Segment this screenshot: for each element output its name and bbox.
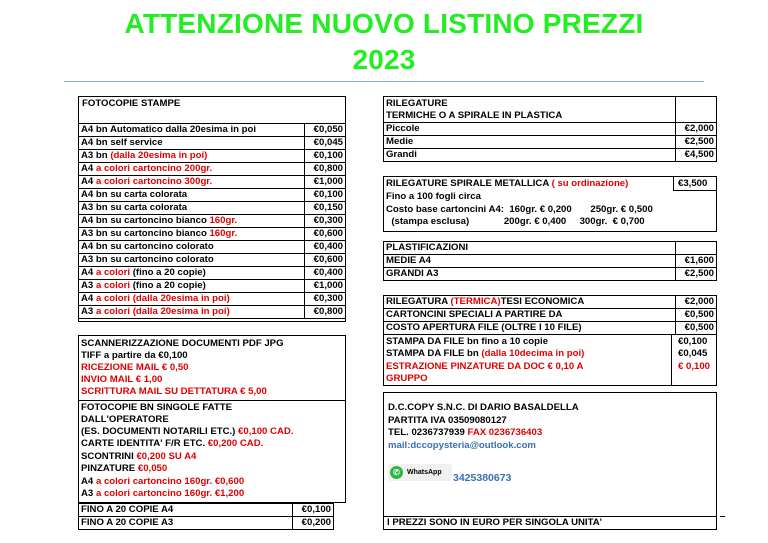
section-header: FOTOCOPIE STAMPE [82,98,181,109]
row-label: Medie [384,136,676,149]
row-price: €2,500 [676,268,717,281]
price-table-plastificazioni [383,241,717,281]
table-row [79,215,346,228]
table-row [79,504,334,517]
row-label: A4 a colori cartoncino 300gr. [79,176,305,189]
scan-line: INVIO MAIL € 1,00 [81,374,163,385]
row-label: Grandi [384,149,676,162]
row-price: €0,050 [305,124,346,137]
row-price: €4,500 [676,149,717,162]
spirale-line: Fino a 100 fogli circa [386,191,481,202]
table-row [79,163,346,176]
row-label: FINO A 20 COPIE A3 [79,517,293,530]
stampa-price: €0,045 [678,348,708,359]
table-row [79,150,346,163]
scan-line: SCRITTURA MAIL SU DETTATURA € 5,00 [81,386,267,397]
whatsapp-icon: ✆ [390,466,403,479]
price-table-rilegature [383,96,717,162]
table-row [79,254,346,267]
row-label: A4 bn su carta colorata [79,189,305,202]
row-label: A4 bn self service [79,137,305,150]
row-price: €0,400 [305,241,346,254]
table-row [384,123,717,136]
section-subheader: TERMICHE O A SPIRALE IN PLASTICA [386,110,563,121]
table-row [79,293,346,306]
whatsapp-label: WhatsApp [407,469,442,476]
table-row [79,267,346,280]
estrazione-line: ESTRAZIONE PINZATURE DA DOC € 0,10 A [386,361,584,372]
spirale-line: Costo base cartoncini A4: 160gr. € 0,200 250gr. € 0,500 [386,204,653,215]
op-line: A4 a colori cartoncino 160gr. €0,600 [81,476,245,487]
table-row [79,241,346,254]
row-label: A3 bn su carta colorata [79,202,305,215]
row-price: €0,200 [293,517,334,530]
stampa-line: STAMPA DA FILE bn fino a 10 copie [386,336,549,347]
row-price: €0,600 [305,254,346,267]
row-price: €0,600 [305,228,346,241]
spirale-line: (stampa esclusa) 200gr. € 0,400 300gr. € 0,700 [386,216,645,227]
row-label: A3 bn (dalla 20esima in poi) [79,150,305,163]
table-row [384,268,717,281]
row-label: A4 a colori (fino a 20 copie) [79,267,305,280]
table-row [79,517,334,530]
page-title: ATTENZIONE NUOVO LISTINO PREZZI [124,8,644,39]
stampa-price: €0,100 [678,336,708,347]
company-vat: PARTITA IVA 03509080127 [388,415,507,426]
estrazione-line: GRUPPO [386,373,428,384]
row-label: COSTO APERTURA FILE (OLTRE I 10 FILE) [384,322,676,335]
row-label: GRANDI A3 [384,268,676,281]
scan-line: RICEZIONE MAIL € 0,50 [81,362,189,373]
row-price: €2,000 [676,123,717,136]
op-line: FOTOCOPIE BN SINGOLE FATTE [81,402,233,413]
row-price: €0,150 [305,202,346,215]
row-price: €1,600 [676,255,717,268]
op-line: CARTE IDENTITA' F/R ETC. €0,200 CAD. [81,438,264,449]
footer-note: I PREZZI SONO IN EURO PER SINGOLA UNITA' [387,517,602,528]
row-price: €0,100 [293,504,334,517]
table-row [384,149,717,162]
table-row [79,228,346,241]
op-line: A3 a colori cartoncino 160gr. €1,200 [81,488,245,499]
row-label: A4 a colori cartoncino 200gr. [79,163,305,176]
row-price: €0,800 [305,163,346,176]
whatsapp-badge [388,464,452,481]
section-header: PLASTIFICAZIONI [384,242,676,255]
row-price: €1,000 [305,280,346,293]
row-price: €0,400 [305,267,346,280]
row-label: MEDIE A4 [384,255,676,268]
row-price: €2,000 [676,296,717,309]
divider [64,81,704,82]
op-line: DALL'OPERATORE [81,414,169,425]
table-row [384,255,717,268]
row-price: €0,300 [305,293,346,306]
table-row [79,306,346,319]
table-row [384,322,717,335]
row-label: A3 a colori (dalla 20esima in poi) [79,306,305,319]
row-label: A4 bn su cartoncino bianco 160gr. [79,215,305,228]
price-table-fotocopie [78,123,346,319]
whatsapp-number[interactable]: 3425380673 [453,472,512,484]
row-label: A4 bn Automatico dalla 20esima in poi [79,124,305,137]
decorative-dash [720,516,725,517]
company-name: D.C.COPY S.N.C. DI DARIO BASALDELLA [388,402,579,413]
table-row [79,280,346,293]
row-price: €0,100 [305,189,346,202]
company-phone: TEL. 0236737939 FAX 0236736403 [388,427,543,438]
row-label: A3 a colori (fino a 20 copie) [79,280,305,293]
price-table-bottom [78,503,334,530]
op-line: PINZATURE €0,050 [81,463,168,474]
op-line: (ES. DOCUMENTI NOTARILI ETC.) €0,100 CAD. [81,426,294,437]
row-price: €0,100 [305,150,346,163]
scan-line: TIFF a partire da €0,100 [81,350,188,361]
row-label: A4 bn su cartoncino colorato [79,241,305,254]
table-row [79,202,346,215]
stampa-line: STAMPA DA FILE bn (dalla 10decima in poi) [386,348,585,359]
row-price: €0,800 [305,306,346,319]
row-price: €0,500 [676,309,717,322]
table-row [79,176,346,189]
row-price: €0,500 [676,322,717,335]
table-row [79,189,346,202]
table-row: RILEGATURA (TERMICA)TESI ECONOMICA €2,000 [384,296,717,309]
row-price: €2,500 [676,136,717,149]
page-title-year: 2023 [352,44,416,75]
spirale-price: €3,500 [678,178,708,189]
section-header: RILEGATURE [386,98,448,109]
op-line: SCONTRINI €0,200 SU A4 [81,451,197,462]
estrazione-price: € 0,100 [678,361,711,372]
table-row [384,136,717,149]
table-row [79,137,346,150]
scan-line: SCANNERIZZAZIONE DOCUMENTI PDF JPG [81,338,284,349]
row-label: Piccole [384,123,676,136]
company-email[interactable]: mail:dccopysteria@outlook.com [388,440,536,451]
row-label: A3 bn su cartoncino bianco 160gr. [79,228,305,241]
row-price: €0,300 [305,215,346,228]
row-price: €1,000 [305,176,346,189]
table-row [384,309,717,322]
row-label: A3 bn su cartoncino colorato [79,254,305,267]
table-row [79,124,346,137]
price-table-misc [383,295,717,335]
spirale-title: RILEGATURE SPIRALE METALLICA ( su ordinazione) [386,178,629,189]
row-label: CARTONCINI SPECIALI A PARTIRE DA [384,309,676,322]
row-label: FINO A 20 COPIE A4 [79,504,293,517]
row-price: €0,045 [305,137,346,150]
row-label: A4 a colori (dalla 20esima in poi) [79,293,305,306]
